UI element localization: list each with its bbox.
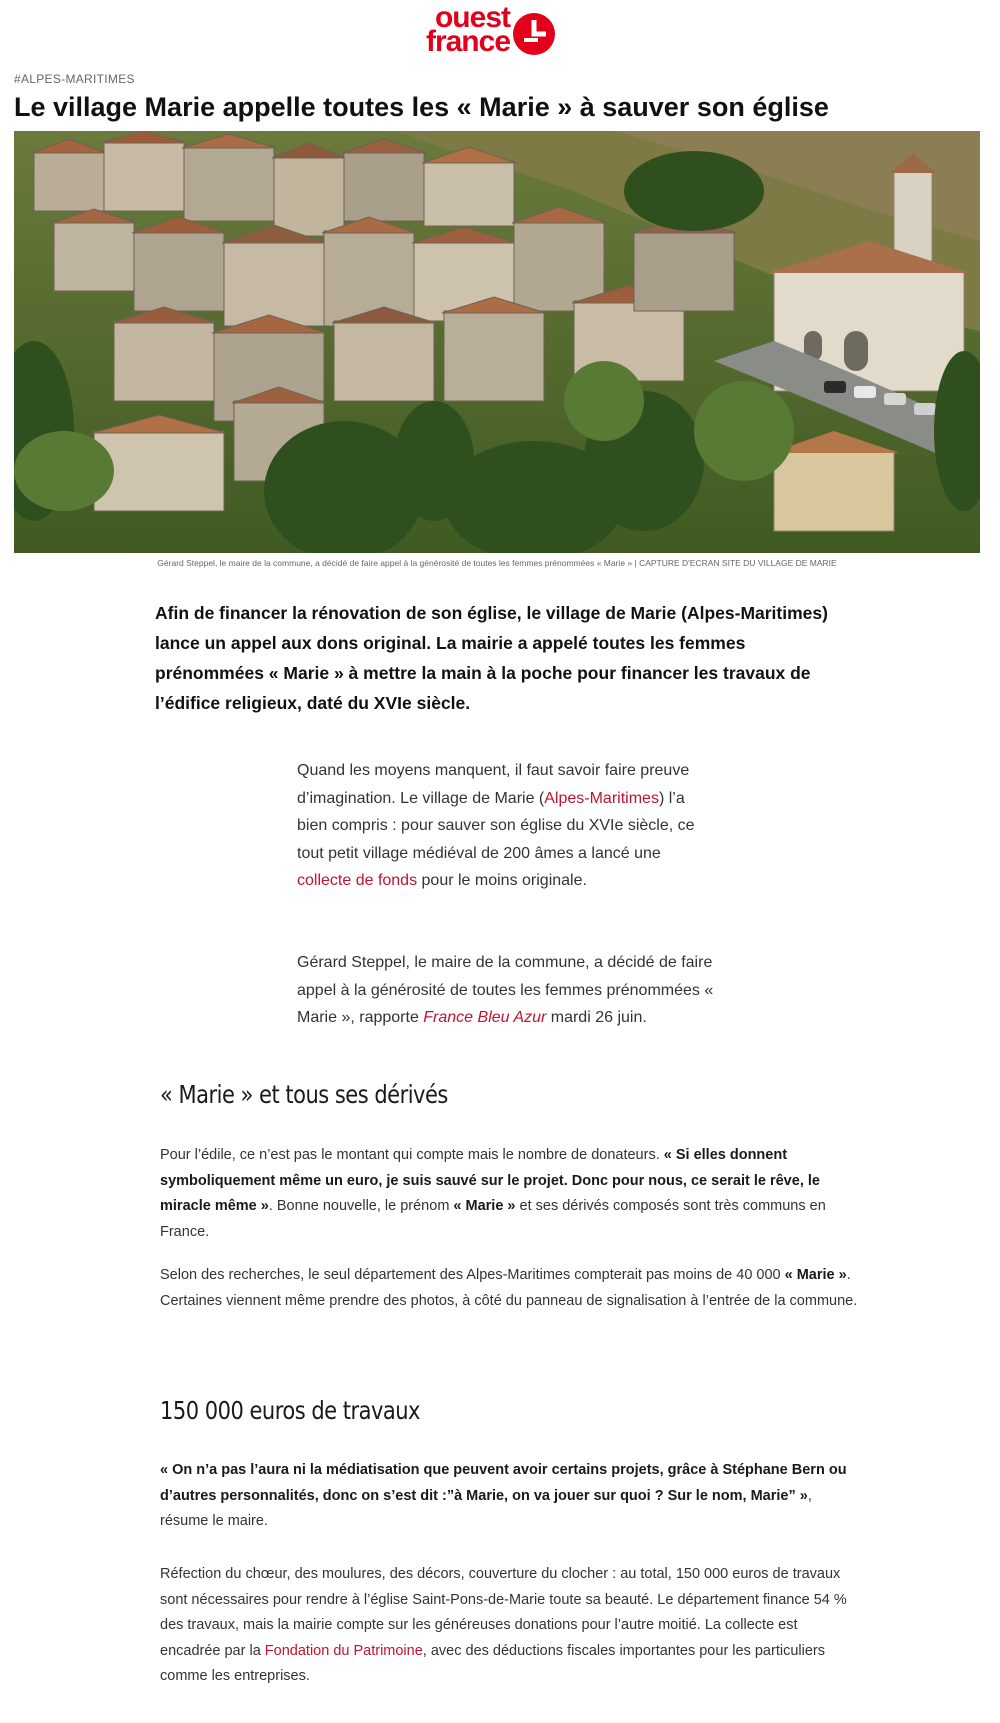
paragraph-6 <box>160 1562 860 1690</box>
link-fondation-du-patrimoine[interactable]: Fondation du Patrimoine <box>264 1642 423 1659</box>
p4-text-1: Selon des recherches, le seul département des Alpes-Maritimes compterait pas moins de 40 000 <box>160 1267 785 1283</box>
p5-quote-1: « On n’a pas l’aura ni la médiatisation que peuvent avoir certains projets, grâce à <box>160 1462 723 1478</box>
village-photo <box>14 131 980 553</box>
link-collecte-de-fonds[interactable]: collecte de fonds <box>297 872 418 889</box>
p4-marie: « Marie » <box>784 1267 847 1283</box>
p3-text-3: et ses dérivés composés sont très communs en France. <box>160 1198 826 1240</box>
paragraph-3 <box>160 1143 860 1245</box>
logo-line-2: france <box>425 25 510 58</box>
p5-text-1: , résume le maire. <box>160 1487 812 1529</box>
article-lead: Afin de financer la rénovation de son église, le village de Marie (Alpes-Maritimes) lance un appel aux dons original. La mairie a appelé toutes les femmes prénommées « Marie » à mettre la main à la poche pour financer les travaux de l’édifice religieux, daté du XVIe siècle. <box>155 603 828 713</box>
article-tag[interactable]: #ALPES-MARITIMES <box>14 72 135 86</box>
logo-wordmark <box>400 1 510 58</box>
article-title: Le village Marie appelle toutes les « Marie » à sauver son église <box>14 92 829 122</box>
p2-text-1: Gérard Steppel, le maire de la commune, a décidé de faire appel à la générosité de toutes les femmes prénommées « Marie », rapporte <box>297 954 714 1026</box>
p3-quote: « Si elles donnent symboliquement même un euro, je suis sauvé sur le projet. Donc pour nous, ce serait le rêve, le miracle même » <box>160 1147 820 1214</box>
paragraph-1 <box>297 757 717 895</box>
p4-text-2: . Certaines viennent même prendre des photos, à côté du panneau de signalisation à l’entrée de la commune. <box>160 1267 858 1309</box>
p1-text-3: pour le moins originale. <box>417 872 587 889</box>
ouest-france-logo[interactable] <box>400 1 560 62</box>
p2-text-2: mardi 26 juin. <box>546 1009 647 1026</box>
photo-caption: Gérard Steppel, le maire de la commune, a décidé de faire appel à la générosité de toutes les femmes prénommées « Marie » | CAPTURE D'ECRAN SITE DU VILLAGE DE MARIE <box>157 558 837 568</box>
paragraph-5 <box>160 1458 860 1535</box>
p1-text-1: Quand les moyens manquent, il faut savoir faire preuve d’imagination. Le village de Marie ( <box>297 762 690 807</box>
p3-text-2: . Bonne nouvelle, le prénom <box>268 1198 454 1214</box>
paragraph-4 <box>160 1263 860 1314</box>
link-stephane-bern[interactable]: Stéphane Bern <box>722 1462 825 1478</box>
p3-marie: « Marie » <box>453 1198 516 1214</box>
logo-line-1: ouest <box>434 1 510 34</box>
p6-text-2: , avec des déductions fiscales importantes pour les particuliers comme les entreprises. <box>160 1642 825 1684</box>
section-title-1: « Marie » et tous ses dérivés <box>160 1080 448 1109</box>
logo-mark-icon <box>512 12 556 56</box>
link-france-bleu-azur[interactable]: France Bleu Azur <box>423 1009 547 1026</box>
paragraph-2 <box>297 949 717 1032</box>
link-alpes-maritimes[interactable]: Alpes-Maritimes <box>544 789 659 807</box>
p1-text-2: ) l’a bien compris : pour sauver son église du XVIe siècle, ce tout petit village médiéval de 200 âmes a lancé une <box>297 789 695 862</box>
section-title-2: 150 000 euros de travaux <box>160 1396 420 1425</box>
p3-text-1: Pour l’édile, ce n’est pas le montant qui compte mais le nombre de donateurs. <box>160 1147 664 1163</box>
p5-quote-2: ou d’autres personnalités, donc on s’est dit :”à Marie, on va jouer sur quoi ? Sur le nom, Marie” » <box>160 1462 847 1504</box>
p6-text-1: Réfection du chœur, des moulures, des décors, couverture du clocher : au total, 150 000 euros de travaux sont nécessaires pour rendre à l’église Saint-Pons-de-Marie toute sa beauté. Le département finance 54 % des travaux, mais la mairie compte sur les généreuses donations pour l’autre moitié. La collecte est encadrée par la <box>160 1566 847 1659</box>
